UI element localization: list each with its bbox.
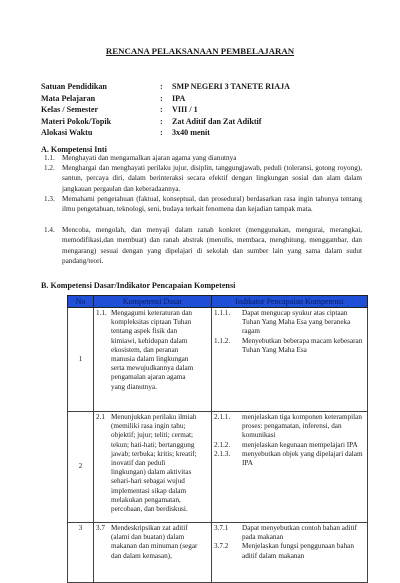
ki-number: 1.4. [44,226,55,234]
identity-row [41,104,341,116]
indicator-number: 1.1.1. [214,309,231,317]
indicator-number: 2.1.3. [214,449,231,458]
header-indicator: Indikator Pencapaian Kompetensi [212,296,368,308]
identity-value: IPA [172,93,186,103]
indicator-item [214,450,365,468]
identity-value: Zat Aditif dan Zat Adiktif [172,116,262,126]
table-row [68,308,368,412]
identity-label: Satuan Pendidikan [41,82,107,91]
ki-number: 1.1. [44,154,55,162]
indicator-text: Menjelaskan fungsi penggunaan bahan aditif dalam makanan [242,542,354,560]
ki-item [44,153,362,163]
indicator-cell [212,412,368,523]
kd-text: Mendeskripsikan zat aditif (alami dan buatan) dalam makanan dan minuman (segar dan dalam kemasan), [111,524,198,560]
kd-text: Menunjukkan perilaku ilmiah (memiliki rasa ingin tahu; objektif; jujur; teliti; cermat; tekun; hati-hati; bertanggung jawab; terbuka; kritis; kreatif; inovatif dan peduli lingkungan) dalam aktivitas sehari-hari sebagai wujud implementasi sikap dalam melakukan pengamatan, percobaan, dan berdiskusi. [111,413,197,514]
indicator-number: 2.1.1. [214,413,231,421]
identity-label: Alokasi Waktu [41,128,93,138]
identity-colon: : [160,105,163,115]
indicator-text: Dapat mengucap syukur atas ciptaan Tuhan Yang Maha Esa yang beraneka ragam [242,309,351,336]
table-row [68,523,368,583]
indicator-item [214,441,365,450]
identity-block [41,81,341,139]
identity-colon: : [160,93,163,103]
identity-label: Mata Pelajaran [41,93,96,103]
identity-label: Materi Pokok/Topik [41,116,112,126]
indicator-text: Menyebutkan beberapa macam kebesaran Tuhan Yang Maha Esa [242,336,363,354]
identity-colon: : [160,116,163,126]
kd-text: Mengagumi keteraturan dan kompleksitas ciptaan Tuhan tentang aspek fisik dan kimiawi, kehidupan dalam ekosistem, dan peranan manusia dalam lingkungan serta mewujudkannya dalam pengamalan ajaran agama yang dianutnya. [111,309,194,391]
indicator-item [214,413,365,441]
ki-text: Memahami pengetahuan (faktual, konseptual, dan prosedural) berdasarkan rasa ingin tahunya tentang ilmu pengetahuan, teknologi, seni, budaya terkait fenomena dan kejadian tampak mata. [62,195,362,214]
identity-value: VIII / 1 [172,105,198,115]
identity-value: 3x40 menit [172,128,210,138]
row-number: 3 [68,523,94,583]
table-row [68,412,368,523]
section-a-heading: A. Kompetensi Inti [41,145,107,154]
kd-cell [94,523,212,583]
ki-item [44,194,362,215]
table-header-row [68,296,368,308]
header-kd: Kompetensi Dasar [94,296,212,308]
kd-cell [94,412,212,523]
indicator-text: Dapat menyebutkan contoh bahan aditif pada makanan [242,524,357,542]
kd-cell [94,308,212,412]
header-no: No [68,296,94,308]
indicator-item [214,309,365,337]
indicator-text: menyebutkan objek yang dipelajari dalam IPA [242,449,363,468]
identity-row [41,116,341,128]
indicator-number: 3.7.2 [214,542,229,551]
row-number: 1 [68,308,94,412]
indicator-number: 1.1.2. [214,336,231,345]
identity-label: Kelas / Semester [41,105,99,115]
ki-number: 1.3. [44,195,55,203]
kd-number: 1.1. [96,309,107,317]
identity-value: SMP NEGERI 3 TANETE RIAJA [172,82,290,91]
ki-item [44,163,362,194]
indicator-cell [212,523,368,583]
indicator-item [214,337,365,355]
ki-text: Menghayati dan mengamalkan ajaran agama yang dianutnya [62,154,237,162]
competency-table [67,295,368,583]
kd-number: 3.7 [96,524,105,532]
kd-number: 2.1 [96,413,105,421]
indicator-number: 2.1.2. [214,440,231,449]
document-title: RENCANA PELAKSANAAN PEMBELAJARAN [105,46,295,56]
identity-colon: : [160,82,163,91]
identity-row [41,81,341,93]
identity-row [41,93,341,105]
indicator-text: menjelaskan tiga komponen keterampilan proses: pengamatan, inferensi, dan komunikasi [242,413,362,440]
indicator-item [214,524,365,542]
identity-row [41,127,341,139]
indicator-item [214,542,365,560]
ki-text: Mencoba, mengolah, dan menyaji dalam ranah konkret (menggunakan, mengurai, merangkai, memodifikasi,dan membuat) dan ranah abstrak (menulis, membaca, menghitung, menggambar, dan mengarang) sesuai dengan yang dipelajari di sekolah dan sumber lain yang sama dalam sudut pandang/teori. [62,226,362,266]
row-number: 2 [68,412,94,523]
ki-item [44,225,362,267]
indicator-number: 3.7.1 [214,524,229,532]
ki-text: Menghargai dan menghayati perilaku jujur, disiplin, tanggungjawab, peduli (toleransi, gotong royong), santun, percaya diri, dalam berinteraksi secara efektif dengan lingkungan sosial dan alam dalam jangkauan pergaulan dan keberadaannya. [62,164,362,193]
identity-colon: : [160,128,163,138]
section-b-heading: B. Kompetensi Dasar/Indikator Pencapaian Kompetensi [41,281,236,290]
indicator-text: menjelaskan kegunaan mempelajari IPA [242,440,358,449]
ki-number: 1.2. [44,164,55,172]
indicator-cell [212,308,368,412]
